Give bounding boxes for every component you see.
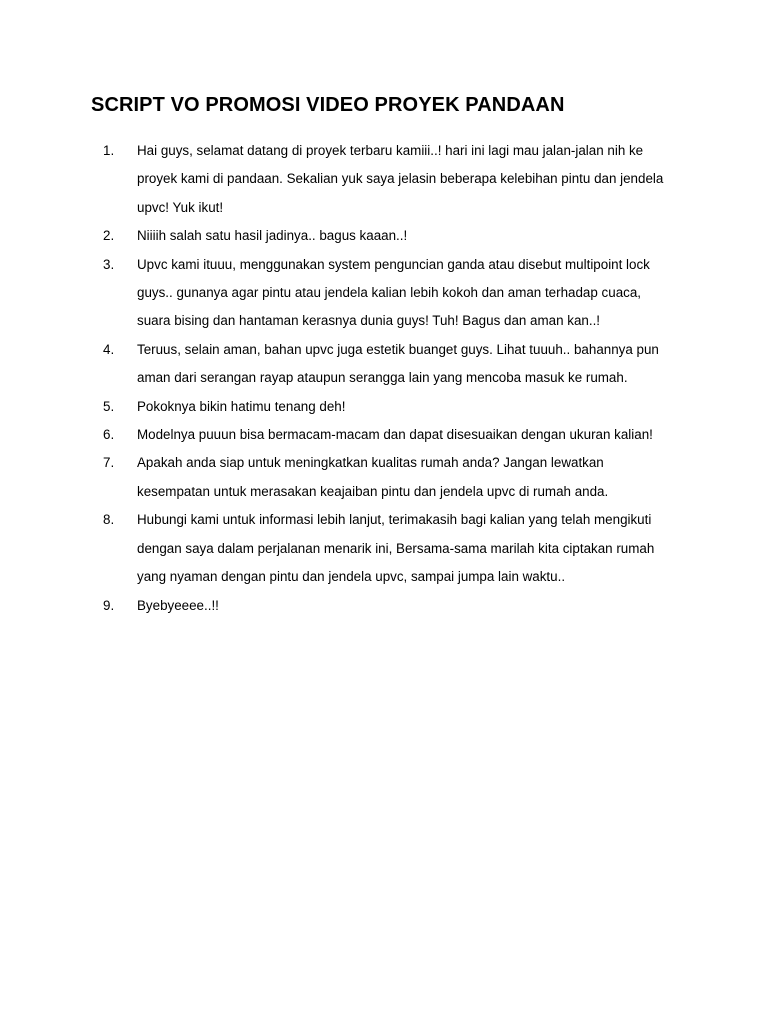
item-number: 1.: [103, 143, 115, 158]
item-number: 3.: [103, 256, 115, 272]
item-text: Apakah anda siap untuk meningkatkan kualitas rumah anda? Jangan lewatkan kesempatan untuk merasakan keajaiban pintu dan jendela upvc di rumah anda.: [137, 455, 609, 499]
item-number: 9.: [103, 597, 115, 613]
page-title: SCRIPT VO PROMOSI VIDEO PROYEK PANDAAN: [91, 94, 565, 116]
item-text: Niiiih salah satu hasil jadinya.. bagus kaaan..!: [137, 228, 408, 244]
script-list: [90, 137, 690, 620]
item-text: Teruus, selain aman, bahan upvc juga estetik buanget guys. Lihat tuuuh.. bahannya pun aman dari serangan rayap ataupun serangga lain yang mencoba masuk ke rumah.: [137, 341, 659, 386]
item-number: 2.: [103, 228, 115, 244]
item-number: 8.: [103, 512, 115, 528]
list-item: [90, 336, 690, 393]
item-text: Modelnya puuun bisa bermacam-macam dan dapat disesuaikan dengan ukuran kalian!: [137, 427, 653, 443]
list-item: [90, 222, 690, 250]
item-number: 7.: [103, 455, 115, 471]
list-item: [90, 251, 690, 336]
item-number: 6.: [103, 427, 115, 443]
item-text: Hubungi kami untuk informasi lebih lanjut, terimakasih bagi kalian yang telah mengikuti dengan saya dalam perjalanan menarik ini, Bersama-sama marilah kita ciptakan rumah yang nyaman dengan pintu dan jendela upvc, sampai jumpa lain waktu..: [137, 512, 655, 585]
list-item: [90, 137, 690, 222]
item-number: 4.: [103, 341, 115, 357]
item-text: Hai guys, selamat datang di proyek terbaru kamiii..! hari ini lagi mau jalan-jalan nih ke proyek kami di pandaan. Sekalian yuk saya jelasin beberapa kelebihan pintu dan jendela upvc! Yuk ikut!: [137, 143, 664, 215]
list-item: [90, 449, 690, 506]
item-number: 5.: [103, 398, 115, 414]
list-item: [90, 421, 690, 449]
list-item: [90, 592, 690, 620]
list-item: [90, 393, 690, 421]
list-item: [90, 506, 690, 591]
item-text: Upvc kami ituuu, menggunakan system penguncian ganda atau disebut multipoint lock guys.. gunanya agar pintu atau jendela kalian lebih kokoh dan aman terhadap cuaca, suara bising dan hantaman kerasnya dunia guys! Tuh! Bagus dan aman kan..!: [137, 256, 650, 329]
item-text: Byebyeeee..!!: [137, 597, 219, 613]
item-text: Pokoknya bikin hatimu tenang deh!: [137, 398, 346, 414]
